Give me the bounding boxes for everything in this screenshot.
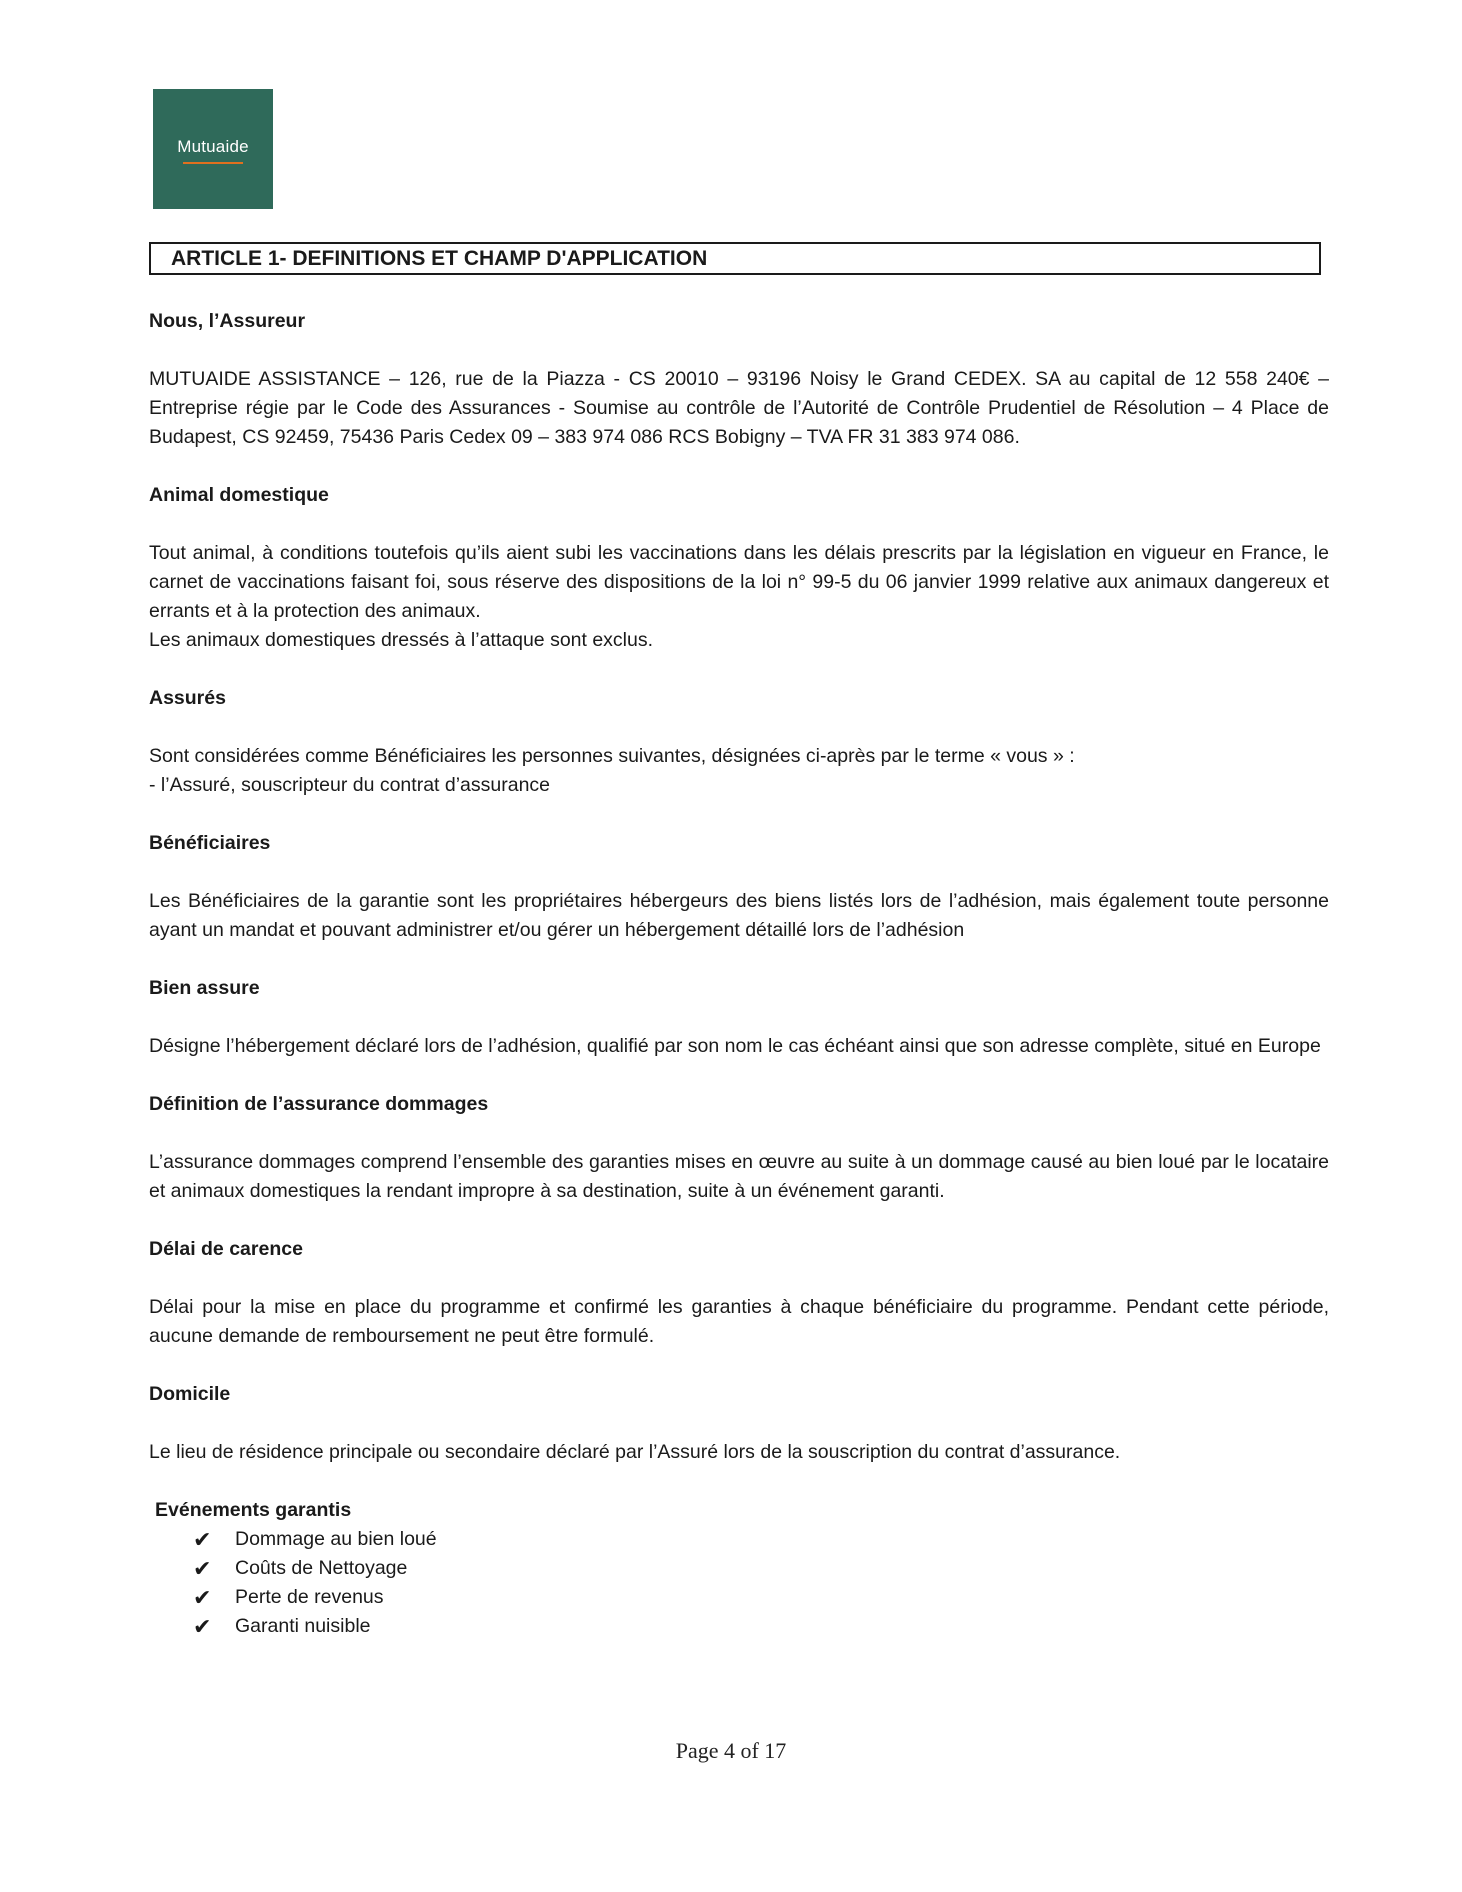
article-title-box — [149, 242, 1321, 275]
section-evenements-garantis — [149, 1496, 1329, 1641]
document-body — [149, 307, 1329, 1641]
section-heading: Assurés — [149, 687, 226, 709]
check-mark-icon: ✔ — [193, 1614, 212, 1639]
mutuaide-logo — [153, 89, 273, 209]
section-paragraph: MUTUAIDE ASSISTANCE – 126, rue de la Piazza - CS 20010 – 93196 Noisy le Grand CEDEX. SA au capital de 12 558 240€ – Entreprise régie par le Code des Assurances - Soumise au contrôle de l’Autorité de Contrôle Prudentiel de Résolution – 4 Place de Budapest, CS 92459, 75436 Paris Cedex 09 – 383 974 086 RCS Bobigny – TVA FR 31 383 974 086. — [149, 368, 1329, 448]
check-mark-icon: ✔ — [193, 1527, 212, 1552]
section-paragraph: Les Bénéficiaires de la garantie sont les propriétaires hébergeurs des biens listés lors de l’adhésion, mais également toute personne ayant un mandat et pouvant administrer et/ou gérer un hébergement détaillé lors de l’adhésion — [149, 890, 1329, 941]
section-delai-de-carence — [149, 1235, 1329, 1380]
section-animal-domestique — [149, 481, 1329, 684]
section-assurance-dommages — [149, 1090, 1329, 1235]
list-item-label: Perte de revenus — [235, 1586, 384, 1608]
section-heading: Bénéficiaires — [149, 832, 271, 854]
section-heading: Domicile — [149, 1383, 231, 1405]
logo-text: Mutuaide — [177, 137, 249, 156]
section-beneficiaires — [149, 829, 1329, 974]
section-paragraph: Tout animal, à conditions toutefois qu’ils aient subi les vaccinations dans les délais prescrits par la législation en vigueur en France, le carnet de vaccinations faisant foi, sous réserve des dispositions de la loi n° 99-5 du 06 janvier 1999 relative aux animaux dangereux et errants et à la protection des animaux. — [149, 542, 1329, 622]
list-item — [149, 1525, 1329, 1554]
section-heading: Délai de carence — [149, 1238, 303, 1260]
list-item-label: Coûts de Nettoyage — [235, 1557, 408, 1579]
list-item-label: Dommage au bien loué — [235, 1528, 437, 1550]
events-heading: Evénements garantis — [155, 1499, 352, 1521]
check-mark-icon: ✔ — [193, 1556, 212, 1581]
section-paragraph: Les animaux domestiques dressés à l’attaque sont exclus. — [149, 629, 654, 651]
section-paragraph: L’assurance dommages comprend l’ensemble des garanties mises en œuvre au suite à un dommage causé au bien loué par le locataire et animaux domestiques la rendant impropre à sa destination, suite à un événement garanti. — [149, 1151, 1329, 1202]
section-paragraph: Délai pour la mise en place du programme et confirmé les garanties à chaque bénéficiaire du programme. Pendant cette période, aucune demande de remboursement ne peut être formulé. — [149, 1296, 1329, 1347]
list-item-label: Garanti nuisible — [235, 1615, 371, 1637]
article-title: ARTICLE 1- DEFINITIONS ET CHAMP D'APPLICATION — [171, 247, 708, 270]
events-list — [149, 1525, 1329, 1641]
check-mark-icon: ✔ — [193, 1585, 212, 1610]
section-assureur — [149, 307, 1329, 481]
section-heading: Définition de l’assurance dommages — [149, 1093, 489, 1115]
section-assures — [149, 684, 1329, 829]
section-bien-assure — [149, 974, 1329, 1090]
section-heading: Bien assure — [149, 977, 260, 999]
section-paragraph: Le lieu de résidence principale ou secondaire déclaré par l’Assuré lors de la souscription du contrat d’assurance. — [149, 1441, 1121, 1463]
section-heading: Animal domestique — [149, 484, 329, 506]
section-heading: Nous, l’Assureur — [149, 310, 306, 332]
list-item — [149, 1554, 1329, 1583]
list-item — [149, 1612, 1329, 1641]
section-domicile — [149, 1380, 1329, 1496]
logo-underline — [183, 162, 243, 164]
section-paragraph: Désigne l’hébergement déclaré lors de l’adhésion, qualifié par son nom le cas échéant ainsi que son adresse complète, situé en Europe — [149, 1035, 1321, 1057]
list-item — [149, 1583, 1329, 1612]
section-paragraph: Sont considérées comme Bénéficiaires les personnes suivantes, désignées ci-après par le terme « vous » : — [149, 745, 1075, 767]
section-paragraph: - l’Assuré, souscripteur du contrat d’assurance — [149, 774, 551, 796]
page-number: Page 4 of 17 — [675, 1738, 787, 1763]
